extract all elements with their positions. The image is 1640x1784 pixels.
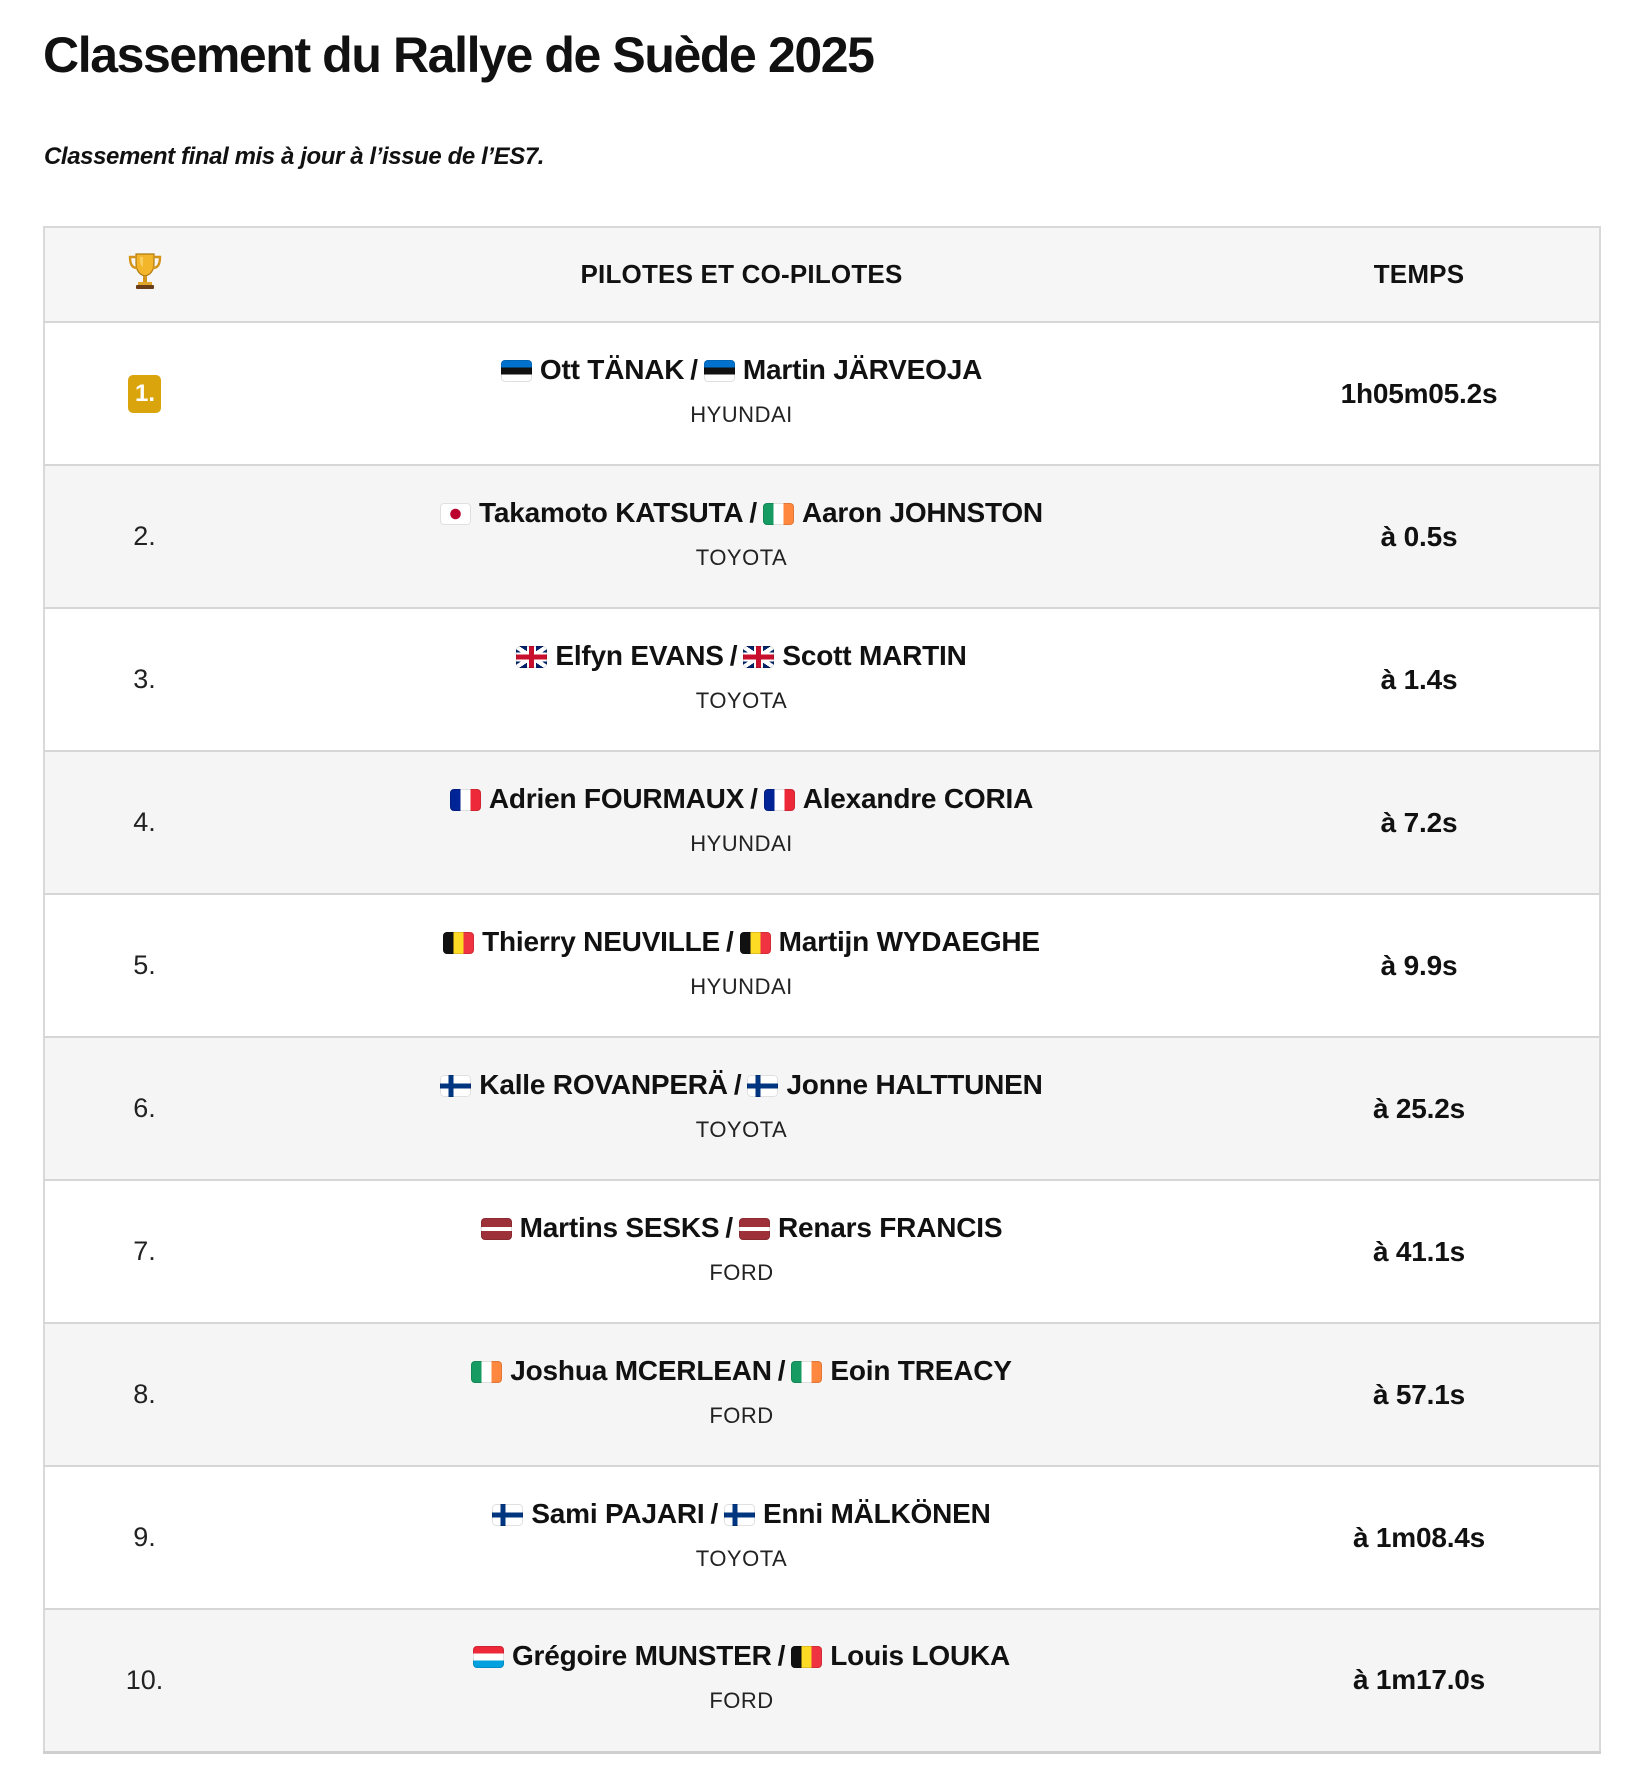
crew-line — [244, 640, 1239, 672]
page-subtitle: Classement final mis à jour à l’issue de l’ES7. — [44, 143, 545, 170]
crew-line — [244, 354, 1239, 386]
finland-flag-icon — [747, 1075, 778, 1097]
rank-number: 2. — [133, 521, 156, 551]
ireland-flag-icon — [791, 1361, 822, 1383]
codriver-name: Martijn WYDAEGHE — [778, 925, 1040, 957]
driver-name: Thierry NEUVILLE — [482, 925, 721, 957]
driver-name: Adrien FOURMAUX — [488, 782, 745, 814]
time-cell: à 1m17.0s — [1352, 1664, 1486, 1696]
time-cell: à 25.2s — [1372, 1092, 1466, 1124]
latvia-flag-icon — [739, 1218, 770, 1240]
crew-line — [244, 1212, 1239, 1244]
time-cell: à 57.1s — [1372, 1378, 1466, 1410]
crew-cell — [244, 1180, 1239, 1323]
page-title: Classement du Rallye de Suède 2025 — [43, 27, 874, 83]
crew-cell — [244, 1037, 1239, 1180]
finland-flag-icon — [724, 1504, 755, 1526]
table-row — [44, 751, 1600, 894]
table-header-row — [44, 227, 1600, 322]
belgium-flag-icon — [791, 1646, 822, 1668]
crew-line — [244, 1355, 1239, 1387]
driver-name: Elfyn EVANS — [555, 639, 724, 671]
estonia-flag-icon — [704, 360, 735, 382]
team-name: TOYOTA — [695, 1116, 788, 1142]
rank-number: 10. — [125, 1664, 164, 1695]
winner-rank-badge: 1. — [128, 375, 161, 413]
rank-cell — [44, 894, 244, 1037]
driver-name: Kalle ROVANPERÄ — [479, 1068, 728, 1100]
crew-cell — [244, 322, 1239, 465]
rank-cell — [44, 1466, 244, 1609]
table-row — [44, 1037, 1600, 1180]
rank-number: 9. — [133, 1522, 156, 1552]
united-kingdom-flag-icon — [743, 646, 774, 668]
united-kingdom-flag-icon — [516, 646, 547, 668]
rank-number: 7. — [133, 1236, 156, 1266]
rank-cell — [44, 1609, 244, 1752]
time-cell: à 0.5s — [1380, 520, 1458, 552]
ireland-flag-icon — [471, 1361, 502, 1383]
team-name: HYUNDAI — [690, 830, 793, 856]
table-row — [44, 894, 1600, 1037]
crew-separator: / — [729, 639, 738, 671]
crew-cell — [244, 894, 1239, 1037]
finland-flag-icon — [492, 1504, 523, 1526]
crew-cell — [244, 465, 1239, 608]
rank-cell — [44, 608, 244, 751]
team-name: TOYOTA — [695, 1545, 788, 1571]
codriver-name: Eoin TREACY — [830, 1354, 1012, 1386]
team-name: TOYOTA — [695, 544, 788, 570]
time-cell: à 1m08.4s — [1352, 1521, 1486, 1553]
rank-cell — [44, 751, 244, 894]
crew-cell — [244, 1323, 1239, 1466]
codriver-name: Jonne HALTTUNEN — [786, 1068, 1043, 1100]
time-cell: à 7.2s — [1380, 806, 1458, 838]
rank-number: 8. — [133, 1379, 156, 1409]
crew-separator: / — [710, 1497, 719, 1529]
driver-name: Takamoto KATSUTA — [479, 496, 744, 528]
table-row — [44, 322, 1600, 465]
time-cell: à 1.4s — [1380, 663, 1458, 695]
ireland-flag-icon — [763, 503, 794, 525]
team-name: FORD — [709, 1688, 774, 1714]
driver-name: Grégoire MUNSTER — [511, 1640, 772, 1672]
standings-table — [43, 226, 1601, 1754]
luxembourg-flag-icon — [473, 1646, 504, 1668]
rank-number: 4. — [133, 807, 156, 837]
rank-cell — [44, 1037, 244, 1180]
team-name: HYUNDAI — [690, 973, 793, 999]
france-flag-icon — [764, 789, 795, 811]
rank-cell — [44, 322, 244, 465]
table-row — [44, 1466, 1600, 1609]
crew-line — [244, 497, 1239, 529]
time-column-header: TEMPS — [1239, 227, 1600, 322]
team-name: FORD — [709, 1402, 774, 1428]
codriver-name: Aaron JOHNSTON — [802, 496, 1043, 528]
crew-separator: / — [690, 353, 698, 385]
rank-number: 5. — [133, 950, 156, 980]
crew-separator: / — [726, 925, 734, 957]
crew-separator: / — [777, 1354, 786, 1386]
codriver-name: Alexandre CORIA — [802, 782, 1034, 814]
table-row — [44, 1323, 1600, 1466]
rank-cell — [44, 1180, 244, 1323]
team-name: TOYOTA — [695, 687, 788, 713]
codriver-name: Enni MÄLKÖNEN — [763, 1497, 991, 1529]
table-row — [44, 1180, 1600, 1323]
time-cell: 1h05m05.2s — [1340, 377, 1498, 409]
estonia-flag-icon — [501, 360, 532, 382]
codriver-name: Scott MARTIN — [782, 639, 967, 671]
codriver-name: Renars FRANCIS — [777, 1211, 1003, 1243]
crew-separator: / — [733, 1068, 742, 1100]
team-name: HYUNDAI — [690, 401, 793, 427]
crew-line — [244, 1498, 1239, 1530]
rank-number: 6. — [133, 1093, 156, 1123]
driver-name: Joshua MCERLEAN — [510, 1354, 772, 1386]
table-row — [44, 465, 1600, 608]
finland-flag-icon — [440, 1075, 471, 1097]
rank-number: 3. — [133, 664, 156, 694]
crew-cell — [244, 1466, 1239, 1609]
crew-line — [244, 783, 1239, 815]
table-row — [44, 608, 1600, 751]
rank-cell — [44, 465, 244, 608]
time-cell: à 9.9s — [1380, 949, 1458, 981]
belgium-flag-icon — [443, 932, 474, 954]
driver-name: Martins SESKS — [519, 1211, 720, 1243]
crew-column-header: PILOTES ET CO-PILOTES — [244, 227, 1239, 322]
crew-cell — [244, 751, 1239, 894]
codriver-name: Martin JÄRVEOJA — [742, 353, 983, 385]
rank-cell — [44, 1323, 244, 1466]
time-cell: à 41.1s — [1372, 1235, 1466, 1267]
crew-separator: / — [750, 782, 758, 814]
crew-cell — [244, 608, 1239, 751]
crew-line — [244, 1069, 1239, 1101]
crew-separator: / — [749, 496, 757, 528]
crew-separator: / — [777, 1640, 786, 1672]
france-flag-icon — [450, 789, 481, 811]
driver-name: Ott TÄNAK — [539, 353, 685, 385]
team-name: FORD — [709, 1259, 774, 1285]
table-row — [44, 1609, 1600, 1752]
crew-line — [244, 1640, 1239, 1672]
trophy-icon — [127, 251, 163, 298]
crew-line — [244, 926, 1239, 958]
driver-name: Sami PAJARI — [531, 1497, 705, 1529]
rank-column-header — [44, 227, 244, 322]
codriver-name: Louis LOUKA — [830, 1640, 1011, 1672]
crew-separator: / — [725, 1211, 733, 1243]
belgium-flag-icon — [740, 932, 771, 954]
crew-cell — [244, 1609, 1239, 1752]
latvia-flag-icon — [481, 1218, 512, 1240]
japan-flag-icon — [440, 503, 471, 525]
